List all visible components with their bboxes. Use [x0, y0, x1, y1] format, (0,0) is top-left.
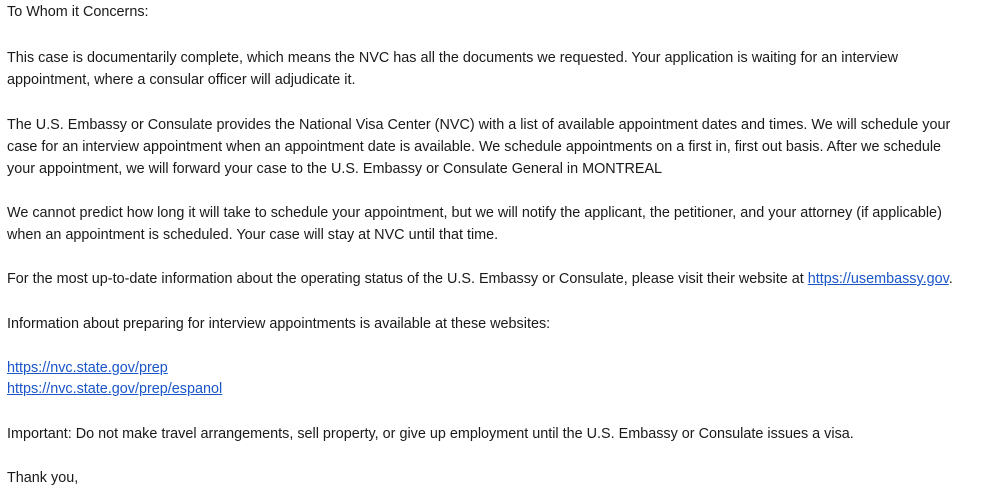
paragraph-3-line-2: when an appointment is scheduled. Your case will stay at NVC until that time. [7, 227, 499, 243]
paragraph-2-line-2: case for an interview appointment when an appointment date is available. We schedule appointments on a first in, first out basis. After we schedule [7, 139, 942, 155]
prep-espanol-link-line [7, 378, 222, 400]
paragraph-4-period: . [948, 271, 953, 287]
paragraph-2-line-3: your appointment, we will forward your case to the U.S. Embassy or Consulate General in MONTREAL [7, 161, 663, 177]
paragraph-2-line-1: The U.S. Embassy or Consulate provides the National Visa Center (NVC) with a list of available appointment dates and times. We will schedule your [7, 117, 951, 133]
paragraph-4-text: For the most up-to-date information about the operating status of the U.S. Embassy or Consulate, please visit their website at [7, 271, 808, 287]
paragraph-3-line-1: We cannot predict how long it will take to schedule your appointment, but we will notify the applicant, the petitioner, and your attorney (if applicable) [7, 205, 942, 221]
paragraph-5: Information about preparing for interview appointments is available at these websites: [7, 316, 551, 332]
closing: Thank you, [7, 470, 79, 486]
prep-link-line [7, 357, 168, 379]
paragraph-4 [7, 268, 953, 290]
nvc-prep-link[interactable]: https://nvc.state.gov/prep [7, 360, 168, 376]
greeting: To Whom it Concerns: [7, 4, 149, 20]
nvc-prep-espanol-link[interactable]: https://nvc.state.gov/prep/espanol [7, 381, 223, 397]
paragraph-1-line-2: appointment, where a consular officer will adjudicate it. [7, 72, 356, 88]
usembassy-link[interactable]: https://usembassy.gov [807, 271, 949, 287]
paragraph-1-line-1: This case is documentarily complete, which means the NVC has all the documents we requested. Your application is waiting for an interview [7, 50, 899, 66]
important-notice: Important: Do not make travel arrangements, sell property, or give up employment until the U.S. Embassy or Consulate issues a visa. [7, 426, 854, 442]
